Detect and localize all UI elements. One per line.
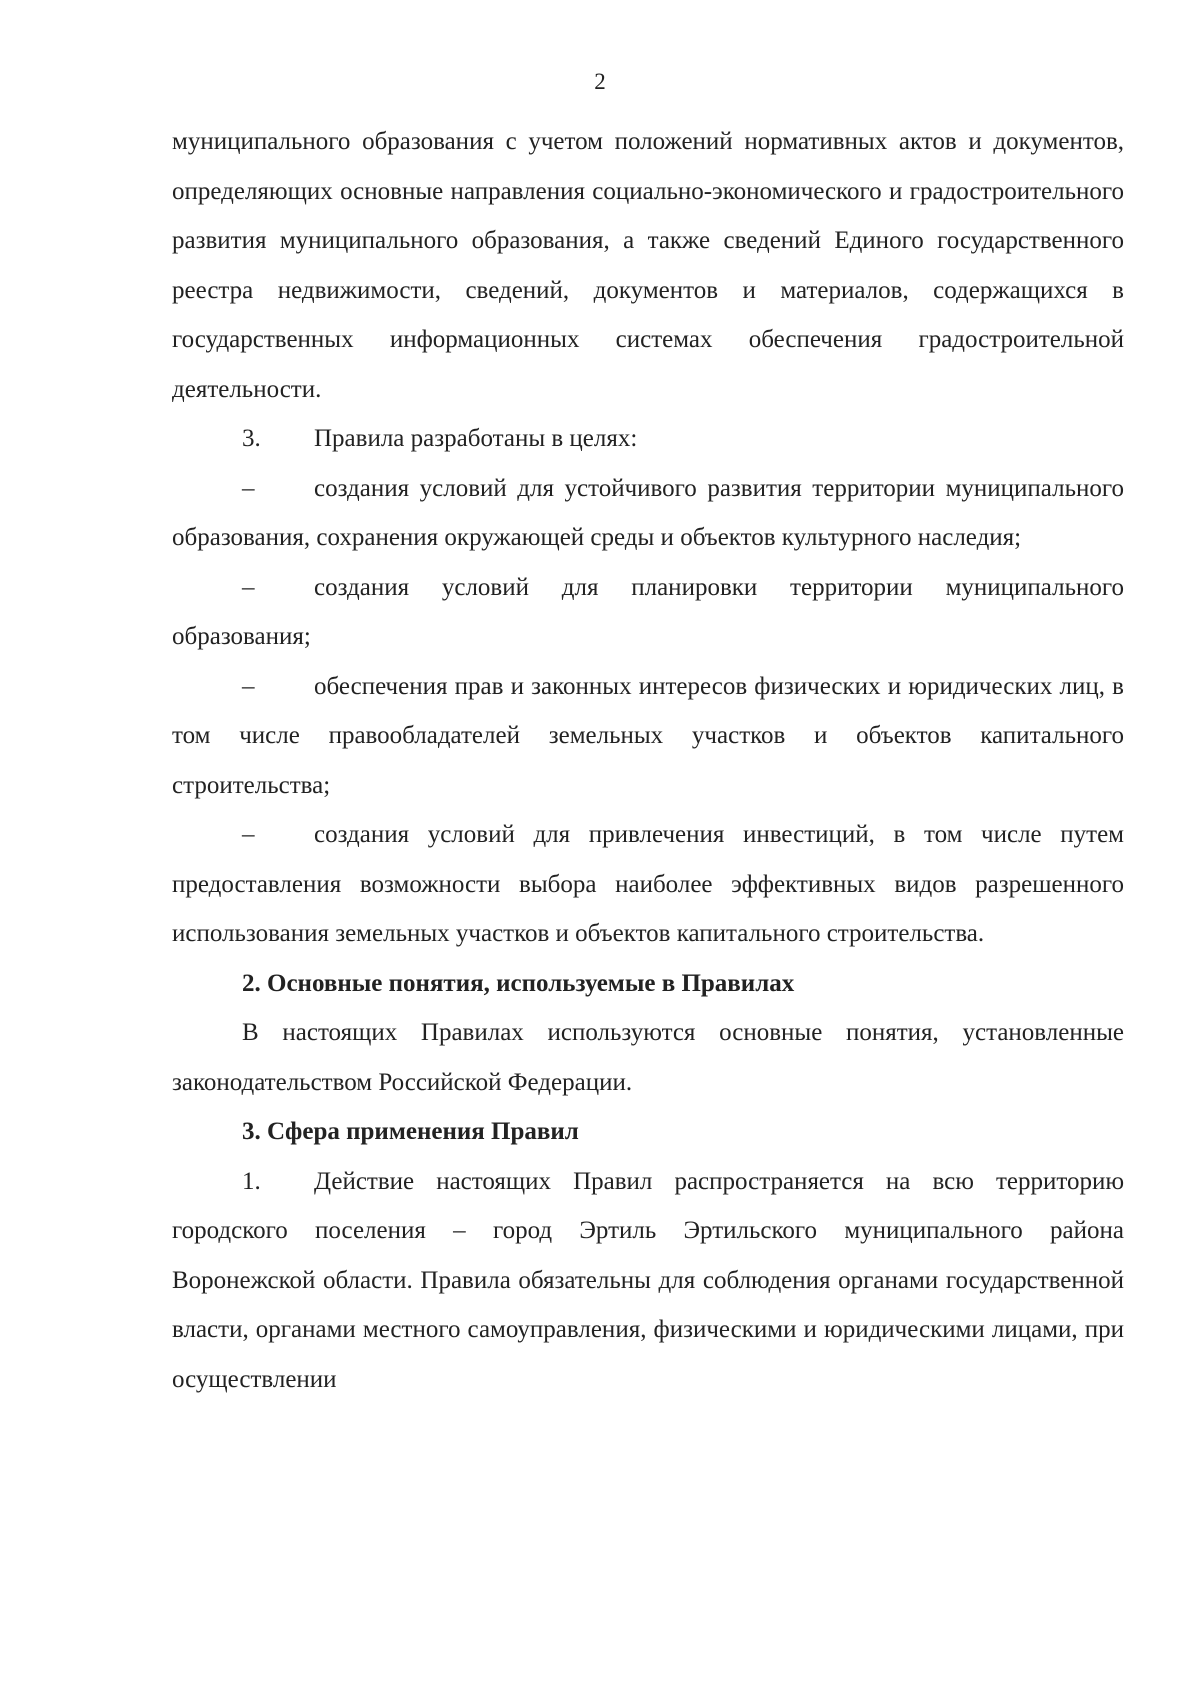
list-item-text: создания условий для планировки территории муниципального образования; <box>172 573 1124 650</box>
section-heading-2: 2. Основные понятия, используемые в Правилах <box>242 969 795 997</box>
list-number: 3. <box>242 425 261 452</box>
section-heading-3: 3. Сфера применения Правил <box>242 1118 579 1145</box>
page-number: 2 <box>594 69 606 94</box>
list-item <box>172 464 1124 563</box>
numbered-paragraph-3 <box>172 414 1124 464</box>
paragraph-continuation: муниципального образования с учетом положений нормативных актов и документов, определяющих основные направления социально-экономического и градостроительного развития муниципального образования, а также сведений Единого государственного реестра недвижимости, сведений, документов и материалов, содержащихся в государственных информационных системах обеспечения градостроительной деятельности. <box>172 128 1124 403</box>
list-dash: – <box>242 474 255 502</box>
paragraph-text: Правила разработаны в целях: <box>314 425 638 452</box>
document-body <box>172 117 1124 1404</box>
paragraph: В настоящих Правилах используются основные понятия, установленные законодательством Российской Федерации. <box>172 1019 1124 1096</box>
list-dash: – <box>242 821 255 848</box>
list-dash: – <box>242 672 255 700</box>
list-item <box>172 563 1124 662</box>
list-item <box>172 662 1124 811</box>
paragraph-text: Действие настоящих Правил распространяется на всю территорию городского поселения – город Эртиль Эртильского муниципального района Воронежской области. Правила обязательны для соблюдения органами государственной власти, органами местного самоуправления, физическими и юридическими лицами, при осуществлении <box>172 1167 1124 1393</box>
list-item <box>172 810 1124 959</box>
numbered-paragraph-1 <box>172 1157 1124 1405</box>
list-number: 1. <box>242 1167 261 1195</box>
list-item-text: создания условий для устойчивого развития территории муниципального образования, сохранения окружающей среды и объектов культурного наследия; <box>172 474 1124 551</box>
list-item-text: создания условий для привлечения инвестиций, в том числе путем предоставления возможности выбора наиболее эффективных видов разрешенного использования земельных участков и объектов капитального строительства. <box>172 821 1124 947</box>
list-item-text: обеспечения прав и законных интересов физических и юридических лиц, в том числе правообладателей земельных участков и объектов капитального строительства; <box>172 672 1124 799</box>
list-dash: – <box>242 573 255 601</box>
